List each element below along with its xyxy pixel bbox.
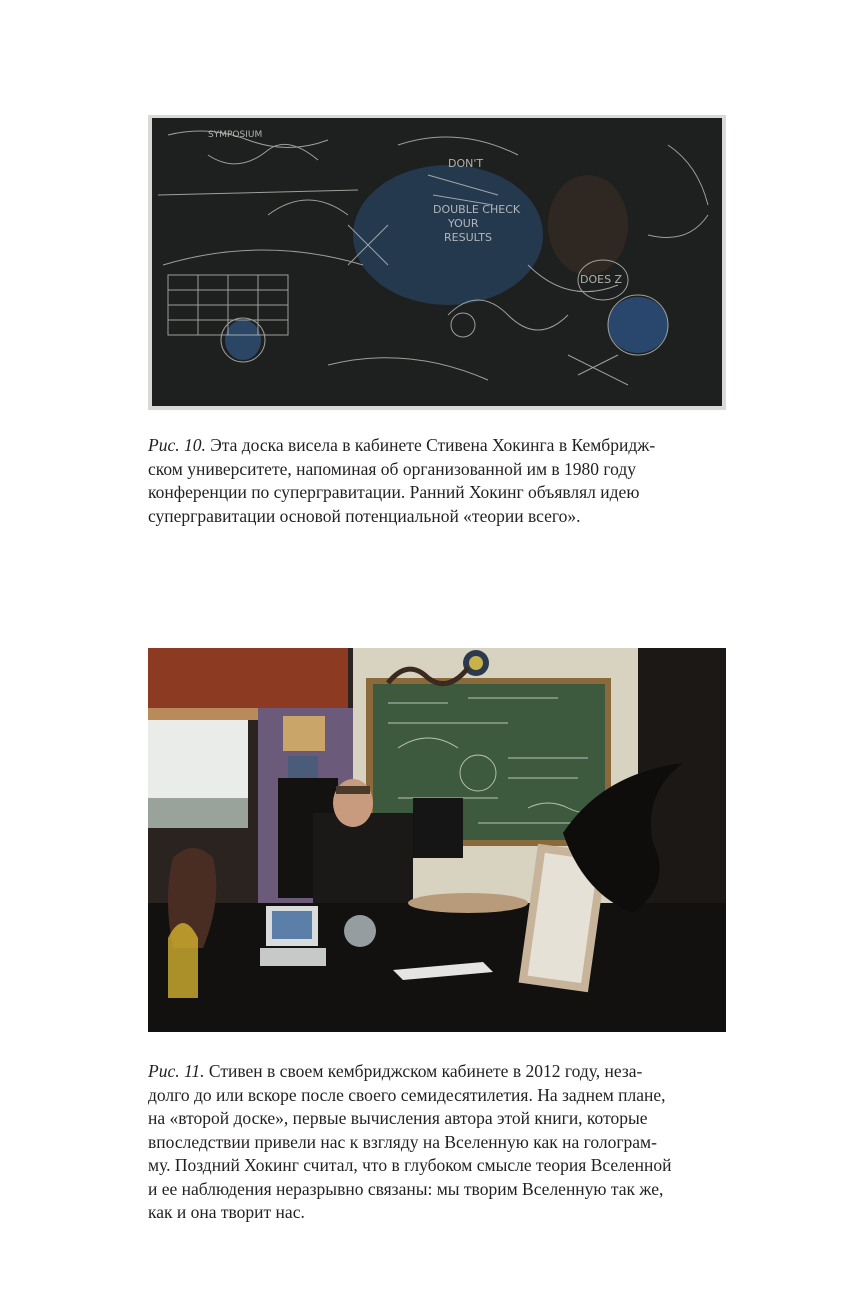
caption-line: долго до или вскоре после своего семидесятилетия. На заднем плане, [148,1084,666,1105]
figure-11-caption [148,1060,733,1225]
svg-text:DOES Z: DOES Z [580,273,623,286]
svg-text:YOUR: YOUR [448,217,479,230]
caption-line: как и она творит нас. [148,1202,305,1222]
caption-line: Рис. 10. Эта доска висела в кабинете Стивена Хокинга в Кембридж- [148,435,656,455]
figure-10-caption [148,434,733,528]
caption-line: супергравитации основой потенциальной «теории всего». [148,505,581,526]
caption-line: ском университете, напоминая об организованной им в 1980 году [148,458,637,479]
figure-label: Рис. 10. [148,435,206,455]
office-image [148,648,726,1032]
figure-10-chalkboard-photo [148,115,726,410]
caption-line: впоследствии привели нас к взгляду на Вселенную как на голограм- [148,1131,657,1152]
figure-11-office-photo [148,648,726,1032]
figure-label: Рис. 11. [148,1061,205,1081]
svg-text:SYMPOSIUM: SYMPOSIUM [208,130,263,140]
caption-line: и ее наблюдения неразрывно связаны: мы творим Вселенную так же, [148,1178,664,1199]
chalkboard-image [148,115,726,410]
caption-line: Рис. 11. Стивен в своем кембриджском кабинете в 2012 году, неза- [148,1061,643,1081]
caption-line: му. Поздний Хокинг считал, что в глубоком смысле теория Вселенной [148,1155,672,1175]
caption-line: конференции по супергравитации. Ранний Хокинг объявлял идею [148,482,640,502]
svg-text:DOUBLE CHECK: DOUBLE CHECK [433,203,521,216]
svg-text:DON'T: DON'T [448,157,484,170]
svg-text:RESULTS: RESULTS [444,231,492,244]
caption-line: на «второй доске», первые вычисления автора этой книги, которые [148,1108,648,1128]
